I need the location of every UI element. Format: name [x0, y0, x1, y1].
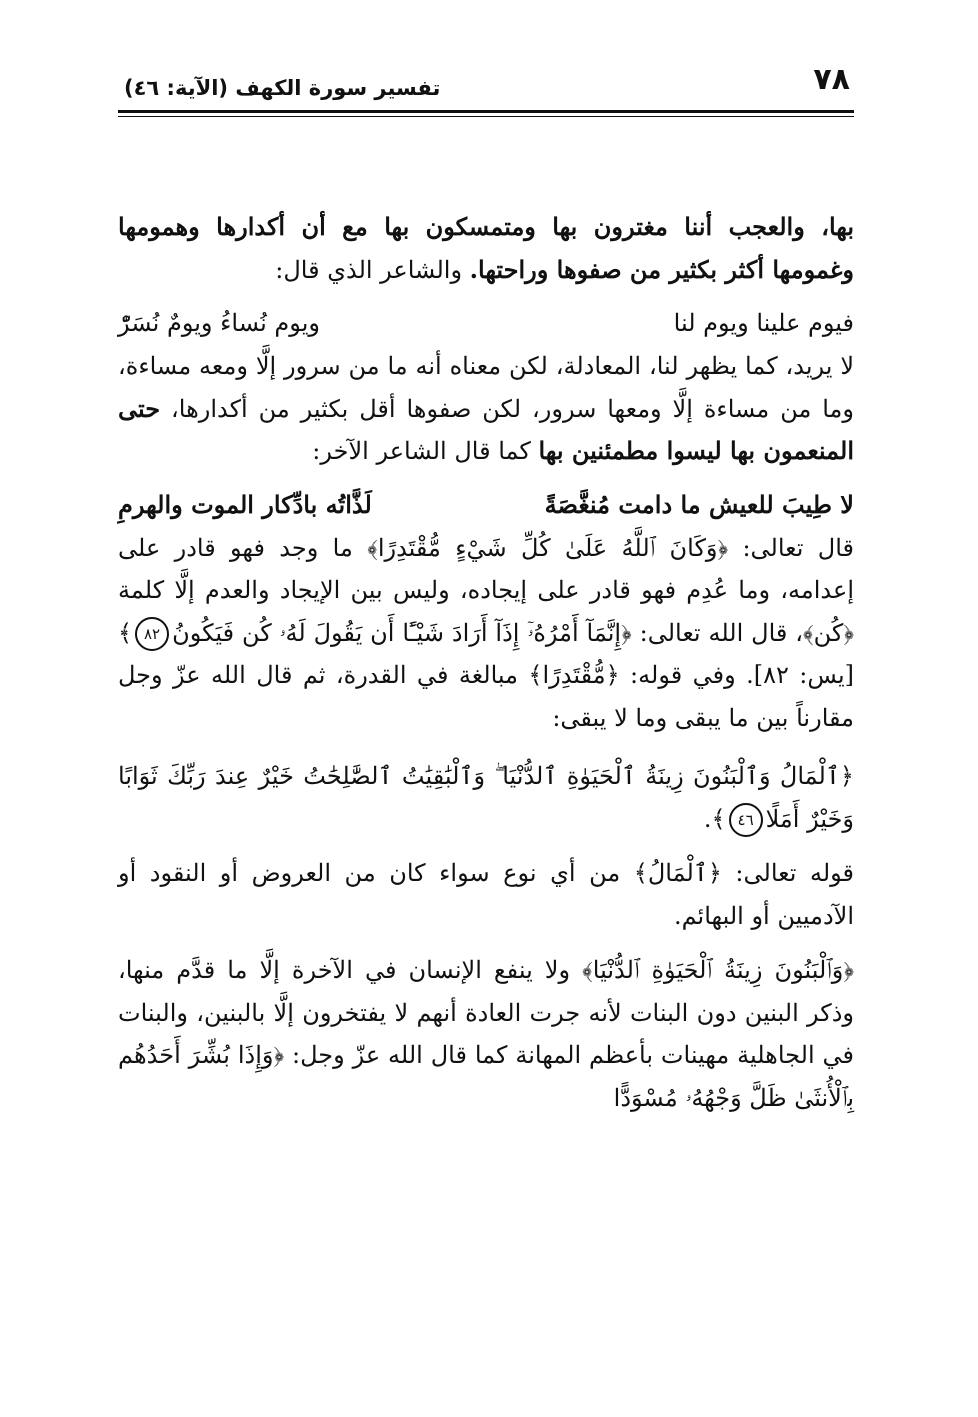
paragraph-5-text: ولا ينفع الإنسان في الآخرة إلَّا ما قدَّم منها، وذكر البنين دون البنات لأنه جرت العادة أنهم لا يفتخرون إلَّا بالبنين، والبنات في الجاهلية مهينات بأعظم المهانة كما قال الله عزّ وجل: [118, 956, 854, 1069]
paragraph-4-text-2: من أي نوع سواء كان من العروض أو النقود أو الآدميين أو البهائم. [118, 859, 854, 930]
quran-quote-bushira: ﴿وَإِذَا بُشِّرَ أَحَدُهُم بِٱلْأُنثَىٰ ظَلَّ وَجْهُهُۥ مُسْوَدًّا [118, 1041, 854, 1112]
paragraph-3-text-2: ما وجد فهو قادر على إعدامه، وما عُدِم فهو قادر على إيجاده، وليس بين الإيجاد والعدم إلَّا كلمة [118, 533, 854, 604]
ayah-number-marker: ٤٦ [729, 803, 763, 837]
verse-2-second-hemistich: لَذَّاتُه بادِّكار الموت والهرمِ [118, 489, 372, 519]
paragraph-1 [118, 206, 854, 291]
page-header [118, 60, 854, 112]
paragraph-1-rest: والشاعر الذي قال: [275, 255, 470, 284]
quran-quote-muqtadir-2: ﴿مُّقْتَدِرًا﴾ [528, 661, 620, 689]
paragraph-3-text-3: ، قال الله تعالى: [631, 618, 804, 647]
header-rule-thin [118, 116, 854, 117]
paragraph-4 [118, 852, 854, 937]
quran-verse-block [118, 755, 854, 840]
verse-2-first-hemistich: لا طِيبَ للعيش ما دامت مُنغَّصَةً [544, 489, 854, 519]
page-body [118, 206, 854, 1119]
ayah-number-marker: ٨٢ [135, 617, 169, 651]
poem-verse-2 [118, 483, 854, 527]
verse-1-first-hemistich: فيوم علينا ويوم لنا [673, 309, 854, 337]
poem-verse-1 [118, 301, 854, 345]
paragraph-1-bold: بها، والعجب أننا مغترون بها ومتمسكون بها مع أن أكدارها وهمومها وغمومها أكثر بكثير من صفوها وراحتها. [118, 212, 854, 284]
paragraph-2-rest: كما قال الشاعر الآخر: [312, 437, 539, 465]
quran-verse-text: ﴿ٱلْمَالُ وَٱلْبَنُونَ زِينَةُ ٱلْحَيَوٰةِ ٱلدُّنْيَا ۖ وَٱلْبَٰقِيَٰتُ ٱلصَّٰلِحَٰتُ خَيْرٌ عِندَ رَبِّكَ ثَوَابًا وَخَيْرٌ أَمَلًا [118, 762, 854, 833]
paragraph-2-text: لا يريد، كما يظهر لنا، المعادلة، لكن معناه أنه ما من سرور إلَّا ومعه مساءة، وما من مساءة إلَّا ومعها سرور، لكن صفوها أقل بكثير من أكدارها، [118, 352, 855, 423]
paragraph-3-text-1: قال تعالى: [728, 533, 854, 562]
quran-verse-close: ﴾. [703, 804, 726, 833]
quran-quote-kun: ﴿كُن﴾ [803, 618, 854, 647]
paragraph-4-text-1: قوله تعالى: [721, 859, 855, 887]
header-rule-thick [118, 110, 854, 113]
paragraph-3-text-4: [يس: ٨٢]. وفي قوله: [619, 661, 854, 689]
quran-quote-muqtadir: ﴿وَكَانَ ٱللَّهُ عَلَىٰ كُلِّ شَيْءٍ مُّقْتَدِرًا﴾ [367, 533, 729, 562]
paragraph-2-bold: حتى المنعمون بها ليسوا مطمئنين بها [118, 393, 854, 465]
page-number: ٧٨ [813, 62, 850, 97]
paragraph-3 [118, 527, 854, 740]
quran-quote-close: ﴾ [118, 618, 133, 647]
quran-quote-yasin: ﴿إِنَّمَآ أَمْرُهُۥٓ إِذَآ أَرَادَ شَيْـًٔا أَن يَقُولَ لَهُۥ كُن فَيَكُونُ [172, 618, 632, 647]
book-page [118, 60, 854, 1119]
quran-quote-albanun: ﴿وَٱلْبَنُونَ زِينَةُ ٱلْحَيَوٰةِ ٱلدُّنْيَا﴾ [582, 956, 855, 984]
paragraph-5 [118, 949, 854, 1119]
quran-quote-almal: ﴿ٱلْمَالُ﴾ [633, 859, 722, 887]
paragraph-3-text-5: مبالغة في القدرة، ثم قال الله عزّ وجل مقارناً بين ما يبقى وما لا يبقى: [118, 661, 854, 732]
verse-1-second-hemistich: ويوم نُساءُ ويومٌ نُسَرّْ [118, 309, 320, 337]
running-title: تفسير سورة الكهف (الآية: ٤٦) [124, 76, 441, 100]
paragraph-2 [118, 345, 854, 473]
